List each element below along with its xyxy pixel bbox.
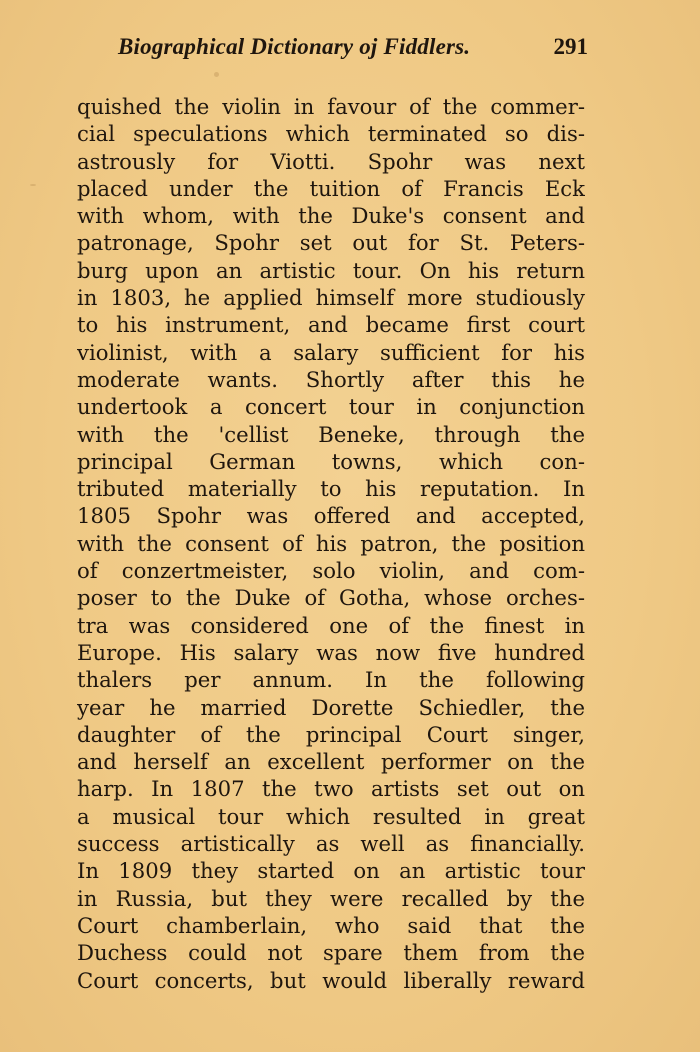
text-line: to his instrument, and became first court [77,312,585,338]
text-line: Europe. His salary was now five hundred [77,639,585,665]
page-number: 291 [553,34,588,59]
text-line: with the consent of his patron, the position [77,530,585,556]
paper-spot [30,184,36,186]
text-line: poser to the Duke of Gotha, whose orches- [77,585,585,611]
text-line: 1805 Spohr was offered and accepted, [77,503,585,529]
page-header [118,34,588,66]
text-line: thalers per annum. In the following [77,667,585,693]
text-line: of conzertmeister, solo violin, and com- [77,558,585,584]
text-line: in 1803, he applied himself more studiously [77,285,585,311]
text-line: harp. In 1807 the two artists set out on [77,776,585,802]
text-line: Court chamberlain, who said that the [77,912,585,938]
text-line: placed under the tuition of Francis Eck [77,175,585,201]
text-line: tributed materially to his reputation. In [77,476,585,502]
paper-spot [214,72,219,77]
text-line: tra was considered one of the finest in [77,612,585,638]
running-title: Biographical Dictionary oj Fiddlers. [118,34,471,59]
text-line: burg upon an artistic tour. On his return [77,257,585,283]
text-line: principal German towns, which con- [77,448,585,474]
text-line: patronage, Spohr set out for St. Peters- [77,230,585,256]
text-line: a musical tour which resulted in great [77,803,585,829]
text-line: Court concerts, but would liberally reward [77,967,585,993]
text-line: violinist, with a salary sufficient for his [77,339,585,365]
text-line: with the 'cellist Beneke, through the [77,421,585,447]
body-text [77,93,585,994]
text-line: and herself an excellent performer on the [77,749,585,775]
text-line: success artistically as well as financially. [77,831,585,857]
text-line: In 1809 they started on an artistic tour [77,858,585,884]
text-line: year he married Dorette Schiedler, the [77,694,585,720]
text-line: daughter of the principal Court singer, [77,721,585,747]
text-line: undertook a concert tour in conjunction [77,394,585,420]
text-line: Duchess could not spare them from the [77,940,585,966]
text-line: quished the violin in favour of the commer- [77,94,585,119]
text-line: moderate wants. Shortly after this he [77,366,585,392]
text-line: with whom, with the Duke's consent and [77,203,585,229]
text-line: in Russia, but they were recalled by the [77,885,585,911]
text-line: astrously for Viotti. Spohr was next [77,148,585,174]
text-line: cial speculations which terminated so dis- [77,121,585,147]
